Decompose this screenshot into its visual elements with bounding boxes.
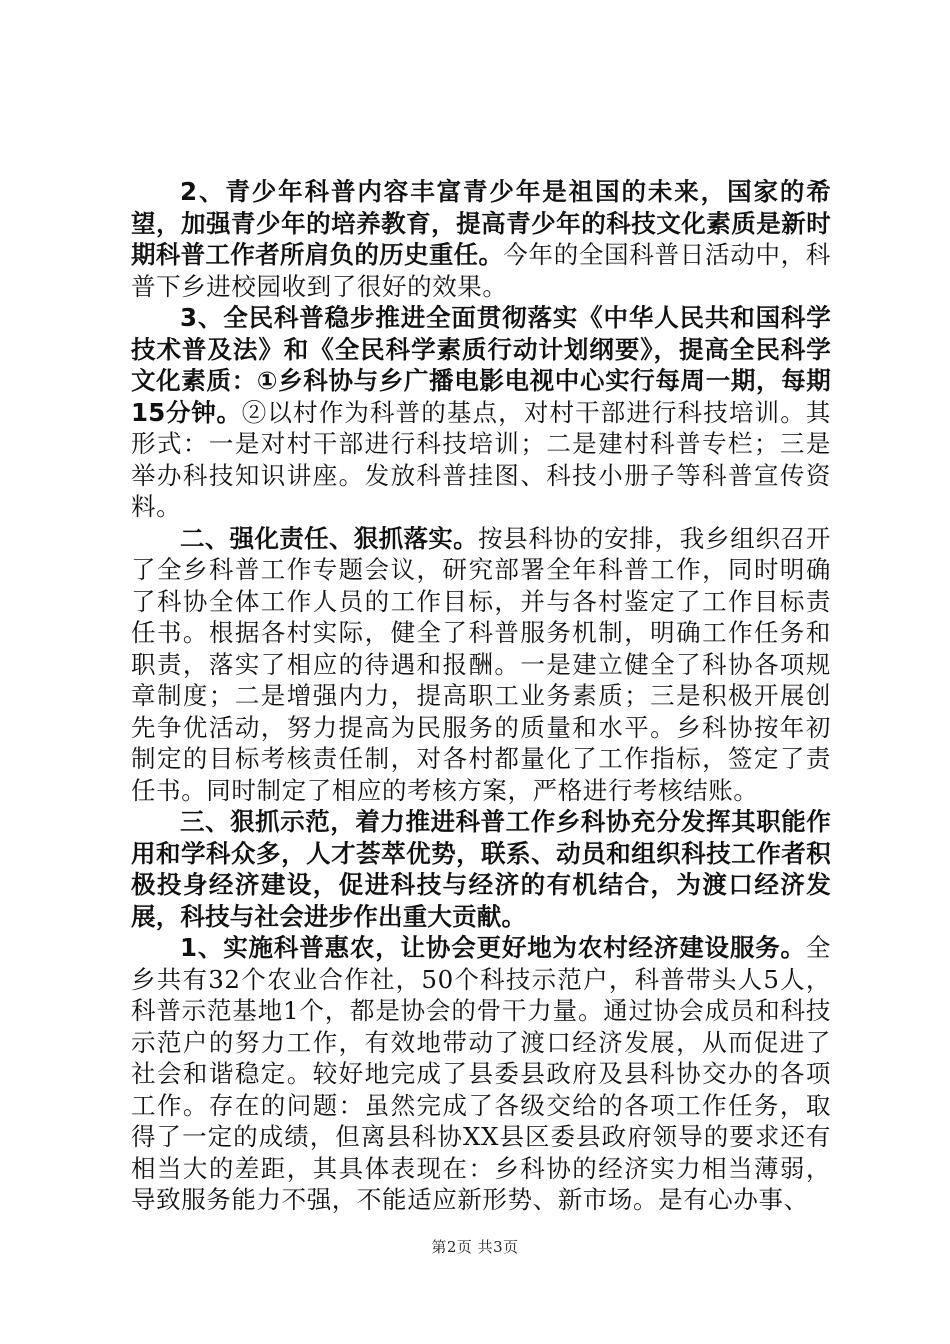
paragraph-text: 今年的全国科普日活动中，科普下乡进校园收到了很好的效果。 [131, 240, 831, 301]
paragraph-demonstration [131, 806, 831, 932]
paragraph-responsibility [131, 523, 831, 807]
paragraph-lead: 2、青少年科普内容丰富青少年是祖国的未来，国家的希望，加强青少年的培养教育，提高青少年的科技文化素质是新时期科普工作者所肩负的历史重任。 [131, 177, 831, 269]
paragraph-text: ②以村作为科普的基点，对村干部进行科技培训。其形式：一是对村干部进行科技培训；二是建村科普专栏；三是举办科技知识讲座。发放科普挂图、科技小册子等科普宣传资料。 [131, 397, 831, 521]
paragraph-text: 全乡共有32个农业合作社，50个科技示范户，科普带头人5人，科普示范基地1个，都是协会的骨干力量。通过协会成员和科技示范户的努力工作，有效地带动了渡口经济发展，从而促进了社会和谐稳定。较好地完成了县委县政府及县科协交办的各项工作。存在的问题：虽然完成了各级交给的各项工作任务，取得了一定的成绩，但离县科协XX县区委县政府领导的要求还有相当大的差距，其具体表现在：乡科协的经济实力相当薄弱，导致服务能力不强，不能适应新形势、新市场。是有心办事、 [131, 933, 831, 1214]
paragraph-lead: 3、全民科普稳步推进全面贯彻落实《中华人民共和国科学技术普及法》和《全民科学素质行动计划纲要》，提高全民科学文化素质：①乡科协与乡广播电影电视中心实行每周一期，每期15分钟。 [131, 303, 831, 427]
paragraph-agriculture [131, 932, 831, 1216]
paragraph-lead: 二、强化责任、狠抓落实。 [180, 523, 478, 553]
page-number-footer: 第2页 共3页 [431, 1238, 519, 1256]
paragraph-lead: 1、实施科普惠农，让协会更好地为农村经济建设服务。 [180, 933, 806, 962]
document-body [131, 176, 831, 1216]
paragraph-youth-science [131, 176, 831, 302]
paragraph-public-science [131, 302, 831, 523]
paragraph-text: 按县科协的安排，我乡组织召开了全乡科普工作专题会议，研究部署全年科普工作，同时明确了科协全体工作人员的工作目标，并与各村鉴定了工作目标责任书。根据各村实际，健全了科普服务机制，明确工作任务和职责，落实了相应的待遇和报酬。一是建立健全了科协各项规章制度；二是增强内力，提高职工业务素质；三是积极开展创先争优活动，努力提高为民服务的质量和水平。乡科协按年初制定的目标考核责任制，对各村都量化了工作指标，签定了责任书。同时制定了相应的考核方案，严格进行考核结账。 [131, 523, 831, 805]
paragraph-lead: 三、狠抓示范，着力推进科普工作乡科协充分发挥其职能作用和学科众多，人才荟萃优势，联系、动员和组织科技工作者积极投身经济建设，促进科技与经济的有机结合，为渡口经济发展，科技与社会进步作出重大贡献。 [131, 807, 831, 931]
